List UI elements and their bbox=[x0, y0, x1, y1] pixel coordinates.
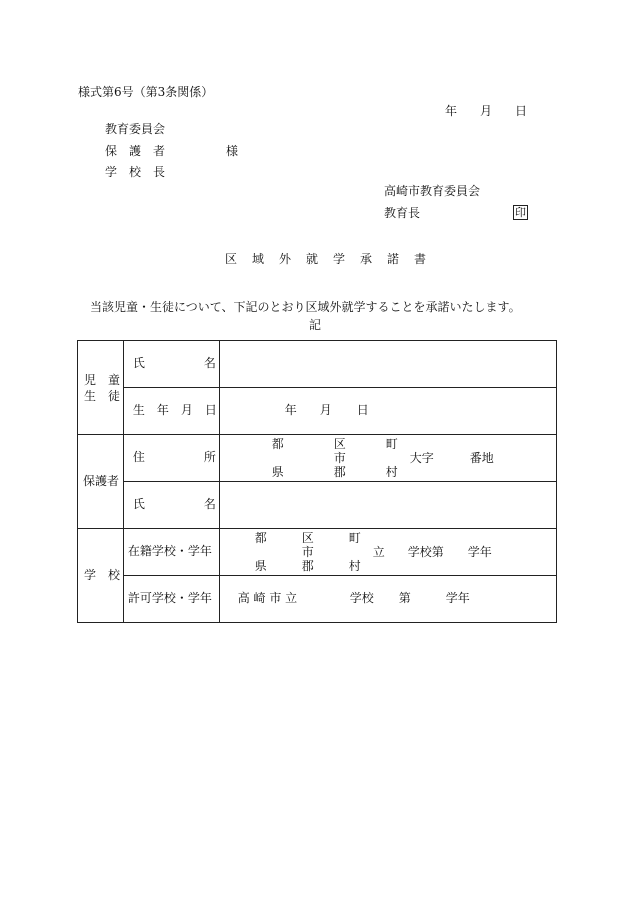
body-text: 当該児童・生徒について、下記のとおり区域外就学することを承諾いたします。 bbox=[90, 300, 521, 314]
permit-school-label-cell bbox=[123, 576, 219, 623]
permit-grade: 学年 bbox=[445, 591, 470, 605]
addr-machi: 町 bbox=[385, 437, 398, 451]
addr-shi: 市 bbox=[333, 451, 346, 465]
student-name-field[interactable] bbox=[219, 341, 556, 388]
document-title: 区域外就学承諾書 bbox=[225, 252, 442, 266]
permit-school: 学校 bbox=[349, 591, 374, 605]
guardian-name-field[interactable] bbox=[219, 482, 556, 529]
enrolled-school-label-cell bbox=[123, 529, 219, 576]
student-group-line1: 児 童 bbox=[84, 372, 121, 387]
info-table bbox=[77, 340, 557, 623]
student-birth-label-cell bbox=[123, 388, 219, 435]
guardian-address-label-cell bbox=[123, 435, 219, 482]
guardian-name-label-1: 氏 bbox=[132, 497, 145, 511]
permit-school-field[interactable] bbox=[219, 576, 556, 623]
birth-day: 日 bbox=[356, 403, 369, 417]
addr-ken: 県 bbox=[271, 465, 284, 479]
addr-mura: 村 bbox=[385, 465, 398, 479]
school-group: 学 校 bbox=[84, 567, 121, 582]
issuer-title: 教育長 bbox=[384, 206, 421, 220]
school-group-cell bbox=[78, 529, 124, 623]
en-grade: 学年 bbox=[467, 545, 492, 559]
date-day: 日 bbox=[515, 104, 528, 118]
en-to: 都 bbox=[254, 531, 267, 545]
birth-month: 月 bbox=[319, 403, 332, 417]
addr-banchi: 番地 bbox=[469, 451, 494, 465]
enrolled-school-label: 在籍学校・学年 bbox=[127, 544, 212, 558]
guardian-address-field[interactable] bbox=[219, 435, 556, 482]
en-ku: 区 bbox=[301, 531, 314, 545]
student-group-line2: 生 徒 bbox=[84, 388, 121, 403]
recipient-guardian: 保 護 者 bbox=[105, 144, 166, 158]
en-school: 学校第 bbox=[407, 545, 444, 559]
en-machi: 町 bbox=[348, 531, 361, 545]
student-group-cell bbox=[78, 341, 124, 435]
enrolled-school-field[interactable] bbox=[219, 529, 556, 576]
date-year: 年 bbox=[445, 104, 458, 118]
en-ritsu: 立 bbox=[372, 545, 385, 559]
recipient-principal: 学 校 長 bbox=[105, 165, 166, 179]
issuer-organization: 高崎市教育委員会 bbox=[384, 184, 481, 198]
student-birth-label: 生 年 月 日 bbox=[132, 403, 217, 417]
student-name-label-1: 氏 bbox=[132, 356, 145, 370]
student-name-label-2: 名 bbox=[203, 356, 216, 370]
en-mura: 村 bbox=[348, 559, 361, 573]
form-number: 様式第6号（第3条関係） bbox=[78, 85, 214, 99]
seal-text: 印 bbox=[515, 206, 526, 219]
guardian-name-label-cell bbox=[123, 482, 219, 529]
recipient-guardian-honorific: 様 bbox=[226, 144, 239, 158]
guardian-name-label-2: 名 bbox=[203, 497, 216, 511]
recipient-board: 教育委員会 bbox=[105, 122, 166, 136]
student-birth-field[interactable] bbox=[219, 388, 556, 435]
date-month: 月 bbox=[480, 104, 493, 118]
guardian-group-cell bbox=[78, 435, 124, 529]
en-shi: 市 bbox=[301, 545, 314, 559]
student-name-label-cell bbox=[123, 341, 219, 388]
addr-gun: 郡 bbox=[333, 465, 346, 479]
en-ken: 県 bbox=[254, 559, 267, 573]
permit-dai: 第 bbox=[398, 591, 411, 605]
addr-ku: 区 bbox=[333, 437, 346, 451]
permit-city: 高 崎 市 立 bbox=[237, 591, 298, 605]
guardian-address-label-1: 住 bbox=[132, 450, 145, 464]
en-gun: 郡 bbox=[301, 559, 314, 573]
addr-to: 都 bbox=[271, 437, 284, 451]
seal-mark bbox=[513, 205, 528, 220]
permit-school-label: 許可学校・学年 bbox=[127, 591, 212, 605]
ki-heading: 記 bbox=[309, 318, 322, 332]
guardian-address-label-2: 所 bbox=[203, 450, 216, 464]
birth-year: 年 bbox=[284, 403, 297, 417]
addr-aza: 大字 bbox=[409, 451, 434, 465]
guardian-group: 保護者 bbox=[83, 473, 120, 488]
